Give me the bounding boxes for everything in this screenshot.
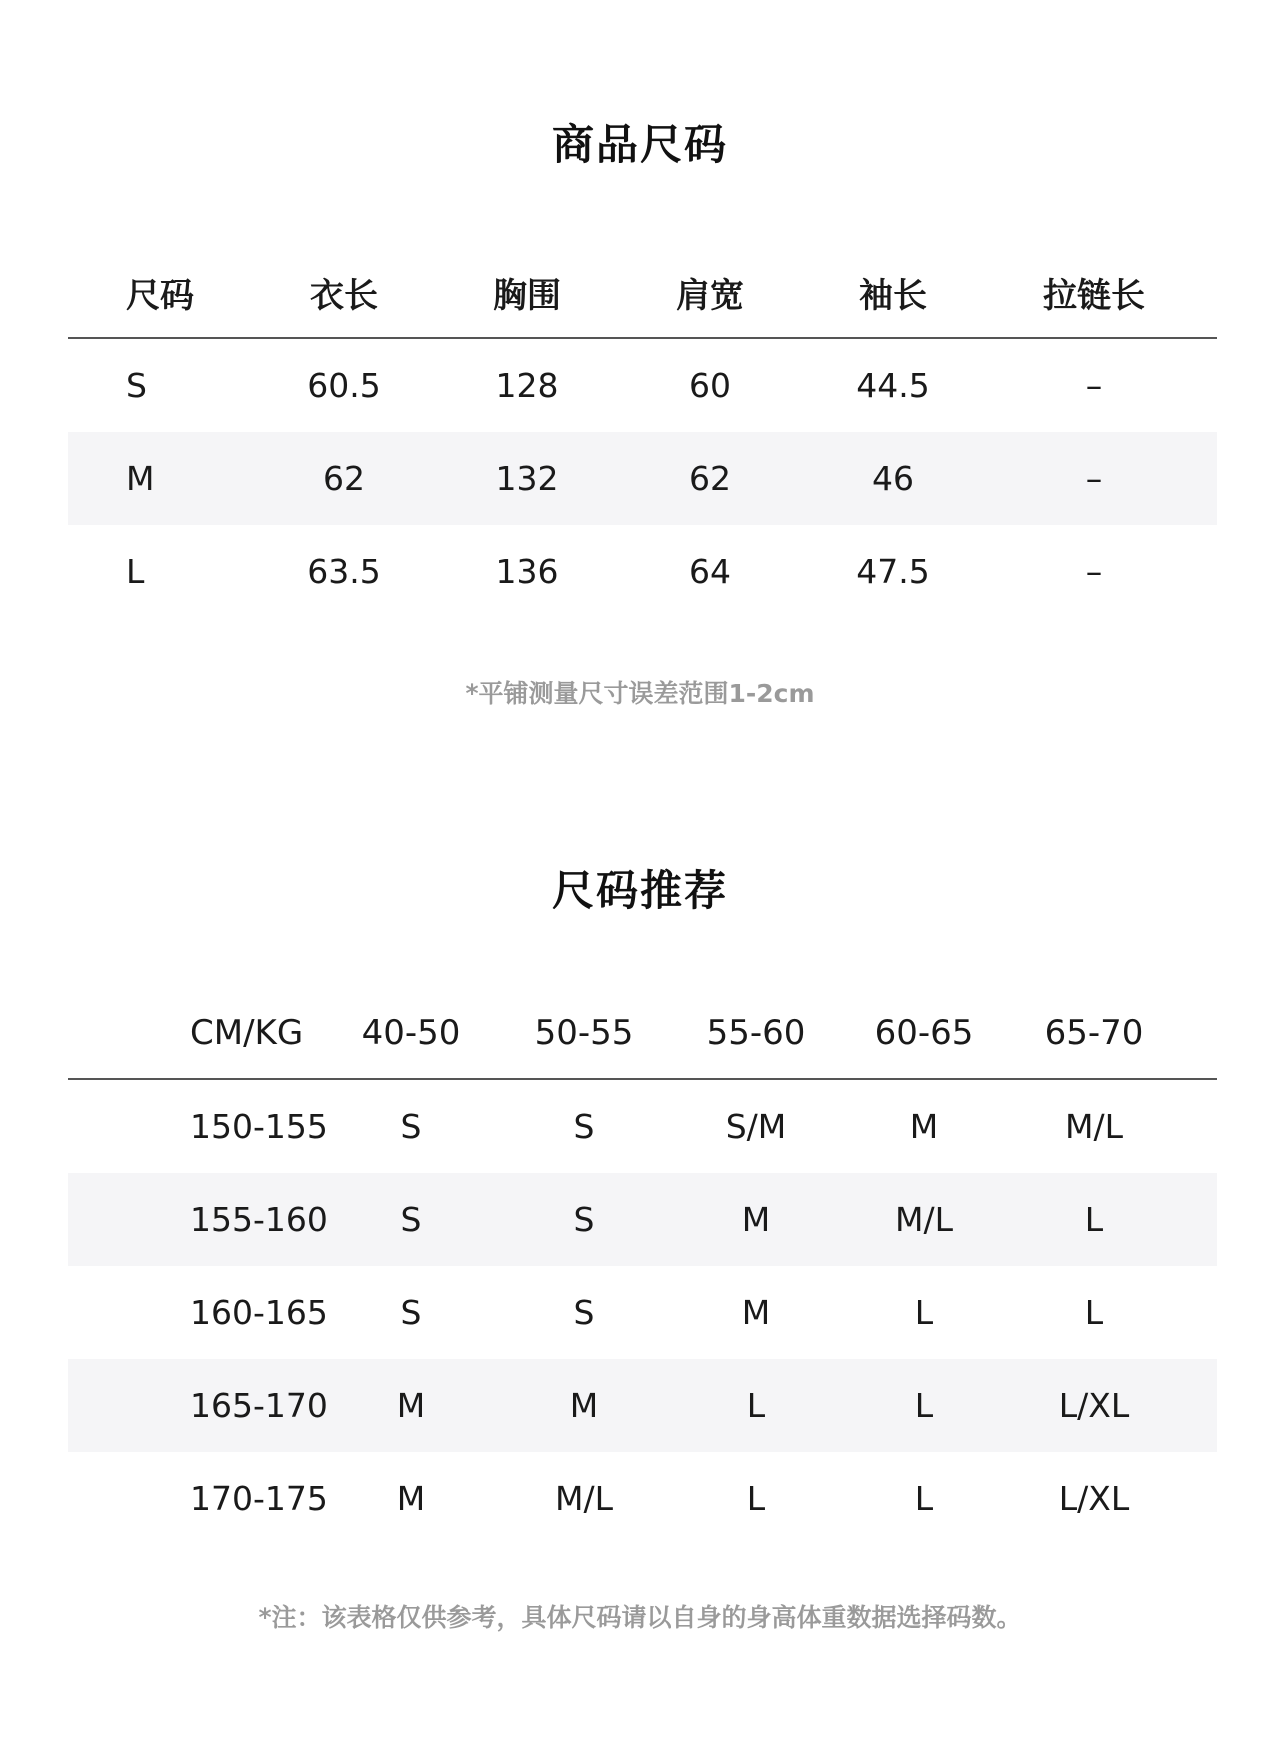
table-cell: 64 (689, 552, 731, 591)
table-cell: L (746, 1386, 766, 1425)
table-row (68, 525, 1217, 618)
table-row (68, 339, 1217, 432)
recommendation-title: 尺码推荐 (551, 866, 728, 915)
table-cell: L/XL (1058, 1386, 1130, 1425)
table-cell: – (1085, 366, 1103, 405)
table-cell: L (1084, 1200, 1104, 1239)
table-cell: 60 (689, 366, 731, 405)
table-cell: – (1085, 459, 1103, 498)
table-cell: L (126, 552, 145, 591)
size-chart-table (68, 247, 1217, 618)
header-cell-weight: 55-60 (706, 1013, 806, 1053)
table-cell: 160-165 (190, 1293, 328, 1332)
header-cell-size: 尺码 (126, 275, 194, 316)
header-cell-weight: 50-55 (534, 1013, 634, 1053)
reference-note: *注：该表格仅供参考，具体尺码请以自身的身高体重数据选择码数。 (258, 1603, 1022, 1632)
size-chart-header-row (68, 247, 1217, 339)
table-cell: M (396, 1479, 426, 1518)
table-cell: M/L (555, 1479, 613, 1518)
table-cell: M/L (1065, 1107, 1123, 1146)
recommendation-header-row (68, 988, 1217, 1080)
table-cell: L (914, 1479, 934, 1518)
table-cell: M (909, 1107, 939, 1146)
header-cell-cm-kg: CM/KG (190, 1013, 304, 1053)
header-cell-shoulder: 肩宽 (676, 275, 744, 316)
table-row (68, 1359, 1217, 1452)
table-cell: L/XL (1058, 1479, 1130, 1518)
table-cell: 150-155 (190, 1107, 328, 1146)
table-cell: 170-175 (190, 1479, 328, 1518)
table-cell: M (741, 1293, 771, 1332)
table-cell: M (126, 459, 155, 498)
table-cell: 62 (689, 459, 731, 498)
table-cell: 132 (495, 459, 559, 498)
table-row (68, 1173, 1217, 1266)
table-cell: 136 (495, 552, 559, 591)
table-cell: S/M (725, 1107, 787, 1146)
table-cell: S (400, 1107, 422, 1146)
table-cell: S (400, 1293, 422, 1332)
table-cell: L (746, 1479, 766, 1518)
table-row (68, 1080, 1217, 1173)
table-cell: 62 (323, 459, 365, 498)
measurement-note: *平铺测量尺寸误差范围1-2cm (465, 679, 815, 708)
header-cell-sleeve: 袖长 (859, 275, 927, 316)
table-cell: 47.5 (856, 552, 930, 591)
table-row (68, 432, 1217, 525)
table-cell: S (573, 1293, 595, 1332)
table-cell: S (573, 1107, 595, 1146)
table-cell: M (741, 1200, 771, 1239)
table-cell: L (914, 1293, 934, 1332)
table-cell: S (400, 1200, 422, 1239)
table-cell: S (126, 366, 147, 405)
table-cell: 165-170 (190, 1386, 328, 1425)
table-cell: M (396, 1386, 426, 1425)
table-cell: 63.5 (307, 552, 381, 591)
header-cell-weight: 40-50 (361, 1013, 461, 1053)
table-cell: L (914, 1386, 934, 1425)
table-cell: 60.5 (307, 366, 381, 405)
table-cell: M (569, 1386, 599, 1425)
table-cell: S (573, 1200, 595, 1239)
header-cell-weight: 65-70 (1044, 1013, 1144, 1053)
table-cell: 155-160 (190, 1200, 328, 1239)
header-cell-weight: 60-65 (874, 1013, 974, 1053)
table-cell: M/L (895, 1200, 953, 1239)
table-cell: 128 (495, 366, 559, 405)
header-cell-length: 衣长 (310, 275, 378, 316)
size-chart-title: 商品尺码 (551, 120, 728, 169)
table-cell: L (1084, 1293, 1104, 1332)
table-cell: – (1085, 552, 1103, 591)
table-cell: 44.5 (856, 366, 930, 405)
recommendation-table (68, 988, 1217, 1545)
table-row (68, 1452, 1217, 1545)
table-cell: 46 (872, 459, 914, 498)
table-row (68, 1266, 1217, 1359)
header-cell-chest: 胸围 (493, 275, 561, 316)
header-cell-zipper: 拉链长 (1043, 275, 1145, 316)
